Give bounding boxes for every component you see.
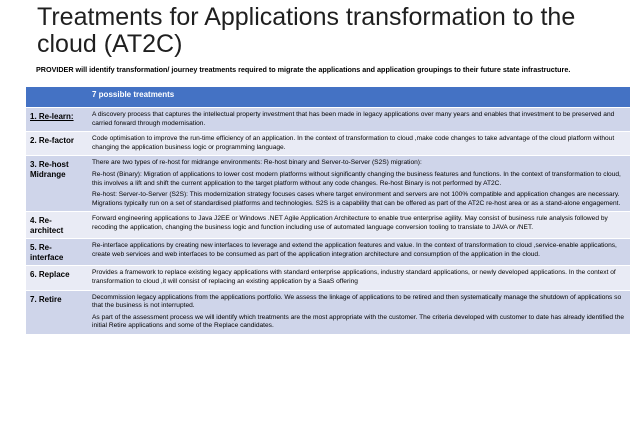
- description-paragraph: There are two types of re-host for midrange environments: Re-host binary and Server-to-Server (S2S) migration):: [92, 159, 422, 167]
- treatment-description: [88, 156, 630, 212]
- description-paragraph: Re-host (Binary): Migration of applications to lower cost modern platforms without significantly changing the business features and functions. In the context of transformation to cloud, this involves a lift and shift the current application to the target platform without any code changes. Re-host Binary is not performed by AT2C.: [92, 170, 621, 187]
- treatment-label: 3. Re-host Midrange: [26, 156, 88, 212]
- treatment-label: 6. Replace: [26, 266, 88, 290]
- table-header-row: [26, 87, 630, 108]
- treatment-description: [88, 266, 630, 290]
- treatment-label: 4. Re-architect: [26, 212, 88, 239]
- treatment-label: 7. Retire: [26, 290, 88, 334]
- description-paragraph: Provides a framework to replace existing legacy applications with standard enterprise applications, industry standard applications, or newly developed applications. In the context of transformation to cloud ,it will consist of replacing an existing application by a SaaS offering: [92, 269, 616, 285]
- description-paragraph: Decommission legacy applications from the applications portfolio. We assess the linkage of applications to be retired and then systematically manage the shutdown of applications so that the business is not interrupted.: [92, 293, 622, 310]
- treatment-description: [88, 108, 630, 132]
- treatment-label: 1. Re-learn:: [26, 108, 88, 132]
- table-row: [26, 266, 630, 290]
- description-paragraph: Code optimisation to improve the run-time efficiency of an application. In the context of transformation to cloud ,make code changes to take advantage of the cloud platform without changing the application business logic or programming language.: [92, 135, 615, 151]
- page-subtitle: PROVIDER will identify transformation/ journey treatments required to migrate the applications and application groupings to their future state infrastructure.: [36, 65, 571, 74]
- table-header-cell: 7 possible treatments: [88, 87, 630, 108]
- treatment-description: [88, 290, 630, 334]
- treatment-description: [88, 212, 630, 239]
- table-header-blank-cell: [26, 87, 88, 108]
- description-paragraph: Forward engineering applications to Java J2EE or Windows .NET Agile Application Architecture to enable true enterprise agility. May consist of business rule analysis followed by recoding the application, changing the business logic and function including use of automated language conversion tooling to translate to JAVA or /NET.: [92, 215, 608, 231]
- treatment-description: [88, 239, 630, 266]
- table-row: [26, 108, 630, 132]
- table-row: [26, 132, 630, 156]
- treatments-table: [26, 87, 630, 335]
- description-paragraph: Re-interface applications by creating new interfaces to leverage and extend the application features and value. In the context of transformation to cloud ,service-enable applications, create web services and web interfaces to be consumed as part of the application integration architecture and consumption of the application in the cloud.: [92, 242, 617, 258]
- treatment-label: 5. Re-interface: [26, 239, 88, 266]
- treatment-label: 2. Re-factor: [26, 132, 88, 156]
- table-row: [26, 290, 630, 334]
- page-title: Treatments for Applications transformation to the cloud (AT2C): [37, 3, 576, 58]
- treatment-description: [88, 132, 630, 156]
- description-paragraph: As part of the assessment process we will identify which treatments are the most appropriate with the customer. The criteria developed with customer to date has already identified the initial Retire applications and some of the Replace candidates.: [92, 313, 625, 330]
- table-row: [26, 212, 630, 239]
- table-row: [26, 239, 630, 266]
- table-row: [26, 156, 630, 212]
- description-paragraph: A discovery process that captures the intellectual property investment that has been made in legacy applications over many years and enables that investment to be preserved and carried forward through modernisation.: [92, 111, 615, 127]
- description-paragraph: Re-host: Server-to-Server (S2S): This modernization strategy focuses cases where target environment and servers are not 100% compatible and application changes are necessary. Migrations typically run on a set of standardised platforms and technologies. S2S is a capability that can be offered as part of the AT2C re-host area or as a stand-alone engagement.: [92, 191, 621, 207]
